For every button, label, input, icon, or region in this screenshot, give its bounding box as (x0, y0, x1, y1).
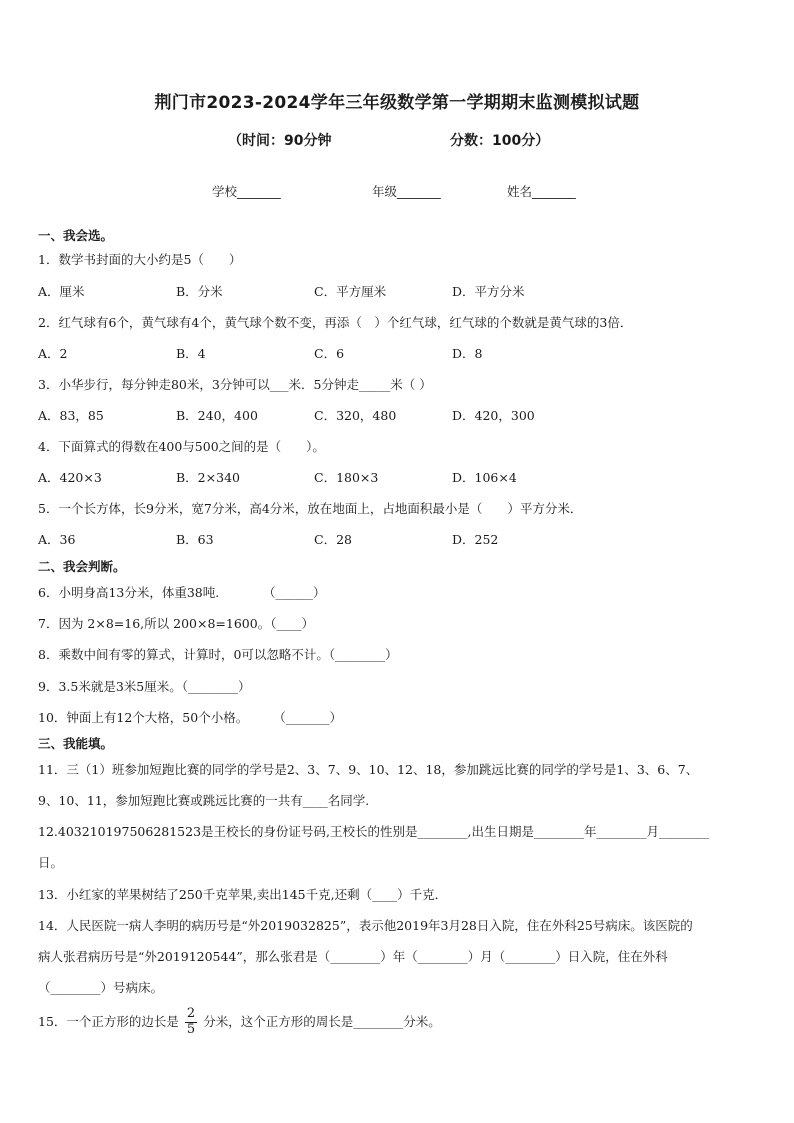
q1-option-c[interactable]: C．平方厘米 (314, 284, 387, 299)
question-1: 1．数学书封面的大小约是5（ ） (38, 252, 242, 267)
question-8: 8．乘数中间有零的算式，计算时，0可以忽略不计。（________） (38, 647, 398, 662)
question-14-line-1: 14．人民医院一病人李明的病历号是“外2019032825”，表示他2019年3月28日入院，住在外科25号病床。该医院的 (38, 918, 693, 933)
question-9: 9．3.5米就是3米5厘米。（________） (38, 679, 251, 694)
question-12-line-1: 12.403210197506281523是王校长的身份证号码,王校长的性别是________,出生日期是________年________月________ (38, 824, 709, 839)
question-3: 3．小华步行，每分钟走80米，3分钟可以___米．5分钟走_____米（ ） (38, 377, 432, 392)
q5-option-a[interactable]: A．36 (38, 532, 76, 547)
exam-time: （时间：90分钟 (228, 133, 332, 149)
q4-option-b[interactable]: B．2×340 (176, 470, 240, 485)
q5-option-b[interactable]: B．63 (176, 532, 214, 547)
q5-option-d[interactable]: D．252 (452, 532, 499, 547)
school-field[interactable]: 学校_______ (212, 184, 281, 199)
fraction-denominator: 5 (186, 1022, 196, 1037)
section-heading-fill: 三、我能填。 (38, 736, 114, 751)
q15-prefix: 15．一个正方形的边长是 (38, 1014, 179, 1029)
q15-suffix: 分米，这个正方形的周长是________分米。 (203, 1014, 441, 1029)
q1-option-d[interactable]: D．平方分米 (452, 284, 525, 299)
question-15 (38, 1004, 441, 1040)
q4-option-a[interactable]: A．420×3 (38, 470, 102, 485)
fraction-numerator: 2 (186, 1006, 196, 1022)
fraction (185, 1007, 197, 1038)
question-10: 10．钟面上有12个大格，50个小格。 （_______） (38, 710, 342, 725)
question-2: 2．红气球有6个，黄气球有4个，黄气球个数不变，再添（ ）个红气球，红气球的个数就是黄气球的3倍． (38, 315, 633, 330)
q4-option-c[interactable]: C．180×3 (314, 470, 379, 485)
question-13: 13．小红家的苹果树结了250千克苹果,卖出145千克,还剩（____）千克． (38, 887, 448, 902)
section-heading-choice: 一、我会选。 (38, 228, 114, 243)
question-6: 6．小明身高13分米，体重38吨. （______） (38, 585, 326, 600)
question-14-line-3: （________）号病床。 (38, 980, 164, 995)
q3-option-d[interactable]: D．420，300 (452, 408, 535, 423)
q4-option-d[interactable]: D．106×4 (452, 470, 517, 485)
section-heading-judge: 二、我会判断。 (38, 559, 126, 574)
question-12-line-2: 日。 (38, 855, 64, 870)
question-11-line-2: 9、10、11，参加短跑比赛或跳远比赛的一共有____名同学. (38, 793, 370, 808)
q2-option-b[interactable]: B．4 (176, 346, 206, 361)
q3-option-c[interactable]: C．320，480 (314, 408, 397, 423)
grade-field[interactable]: 年级_______ (372, 184, 441, 199)
question-14-line-2: 病人张君病历号是“外2019120544”，那么张君是（________）年（________）月（________）日入院，住在外科 (38, 949, 668, 964)
q3-option-b[interactable]: B．240，400 (176, 408, 258, 423)
question-5: 5．一个长方体，长9分米，宽7分米，高4分米，放在地面上，占地面积最小是（ ）平方分米． (38, 501, 583, 516)
question-7: 7．因为 2×8=16,所以 200×8=1600。（____） (38, 616, 314, 631)
exam-score: 分数：100分） (450, 133, 550, 149)
name-field[interactable]: 姓名_______ (507, 184, 576, 199)
question-4: 4．下面算式的得数在400与500之间的是（ ）。 (38, 439, 325, 454)
q3-option-a[interactable]: A．83，85 (38, 408, 104, 423)
q2-option-d[interactable]: D．8 (452, 346, 483, 361)
question-11-line-1: 11．三（1）班参加短跑比赛的同学的学号是2、3、7、9、10、12、18，参加跳远比赛的同学的学号是1、3、6、7、 (38, 762, 699, 777)
q2-option-c[interactable]: C．6 (314, 346, 345, 361)
q2-option-a[interactable]: A．2 (38, 346, 68, 361)
q1-option-a[interactable]: A．厘米 (38, 284, 85, 299)
q5-option-c[interactable]: C．28 (314, 532, 352, 547)
page-title: 荆门市2023-2024学年三年级数学第一学期期末监测模拟试题 (154, 93, 640, 113)
q1-option-b[interactable]: B．分米 (176, 284, 223, 299)
